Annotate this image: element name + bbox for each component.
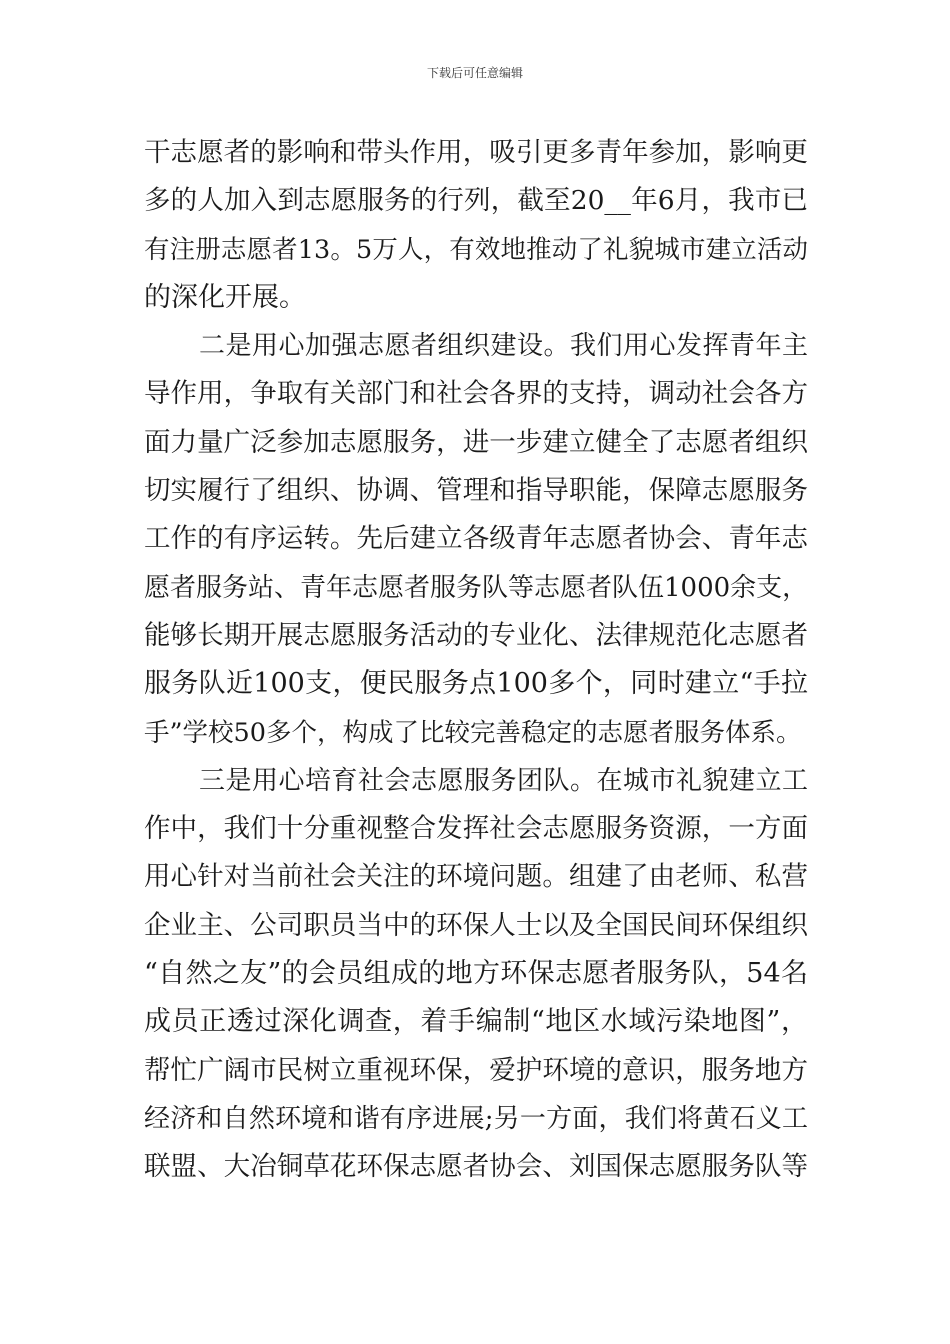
text-line: 面力量广泛参加志愿服务，进一步建立健全了志愿者组织	[144, 426, 808, 458]
text-line: 多的人加入到志愿服务的行列，截至20__年6月，我市已	[144, 185, 808, 217]
paragraph-start-line: 二是用心加强志愿者组织建设。我们用心发挥青年主	[199, 331, 808, 362]
text-line: 经济和自然环境和谐有序进展;另一方面，我们将黄石义工	[144, 1103, 808, 1134]
text-line: 干志愿者的影响和带头作用，吸引更多青年参加，影响更	[144, 137, 808, 168]
text-line: 服务队近100支，便民服务点100多个，同时建立“手拉	[144, 668, 808, 700]
text-line: 工作的有序运转。先后建立各级青年志愿者协会、青年志	[144, 523, 808, 555]
text-line: 用心针对当前社会关注的环境问题。组建了由老师、私营	[144, 861, 808, 893]
page-header: 下载后可任意编辑	[426, 66, 523, 80]
text-line: 作中，我们十分重视整合发挥社会志愿服务资源，一方面	[144, 813, 808, 845]
text-line: 企业主、公司职员当中的环保人士以及全国民间环保组织	[144, 909, 808, 941]
text-line: 导作用，争取有关部门和社会各界的支持，调动社会各方	[144, 378, 808, 410]
paragraph-start-line: 三是用心培育社会志愿服务团队。在城市礼貌建立工	[199, 765, 808, 796]
text-line: 有注册志愿者13。5万人，有效地推动了礼貌城市建立活动	[144, 234, 808, 265]
text-line: 切实履行了组织、协调、管理和指导职能，保障志愿服务	[144, 475, 808, 507]
text-line: 的深化开展。	[144, 281, 306, 313]
text-line: 手”学校50多个，构成了比较完善稳定的志愿者服务体系。	[144, 717, 802, 748]
text-line: 愿者服务站、青年志愿者服务队等志愿者队伍1000余支，	[144, 572, 809, 603]
text-line: 成员正透过深化调查，着手编制“地区水域污染地图”，	[144, 1006, 808, 1038]
text-line: 帮忙广阔市民树立重视环保，爱护环境的意识，服务地方	[144, 1054, 808, 1086]
text-line: “自然之友”的会员组成的地方环保志愿者服务队，54名	[144, 958, 808, 990]
text-line: 能够长期开展志愿服务活动的专业化、法律规范化志愿者	[144, 619, 808, 651]
document-body	[144, 129, 808, 1192]
text-line: 联盟、大冶铜草花环保志愿者协会、刘国保志愿服务队等	[144, 1151, 808, 1183]
